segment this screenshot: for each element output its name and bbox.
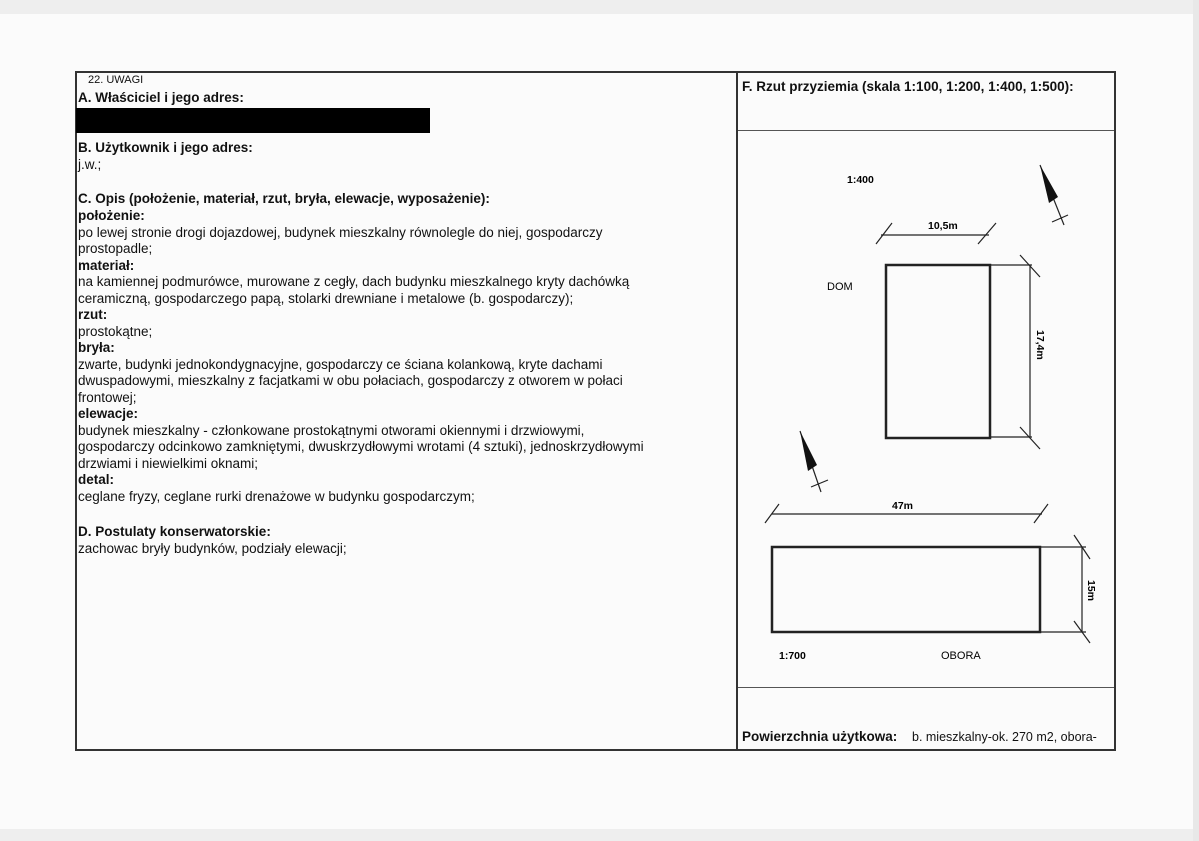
obora-length-dimension [1040, 535, 1090, 643]
c-line: po lewej stronie drogi dojazdowej, budynek mieszkalny równolegle do niej, gospodarczy [78, 224, 603, 240]
dom-length-dimension [990, 255, 1040, 449]
c-label-elewacje: elewacje: [78, 406, 139, 421]
c-line: na kamiennej podmurówce, murowane z cegły, dach budynku mieszkalnego kryty dachówką [78, 274, 630, 289]
c-line: ceramiczną, gospodarczego papą, stolarki drewniane i metalowe (b. gospodarczy); [78, 290, 574, 306]
c-line: prostopadle; [78, 241, 153, 256]
section-c-heading: C. Opis (położenie, materiał, rzut, bryła, elewacje, wyposażenie): [78, 191, 490, 206]
usable-area-value: b. mieszkalny-ok. 270 m2, obora- [912, 730, 1097, 744]
dom-label: DOM [827, 281, 853, 293]
dom-length-label: 17,4m [1034, 330, 1046, 360]
north-arrow-icon [800, 431, 828, 492]
f-footer-divider [738, 687, 1114, 688]
c-line: drzwiami i niewielkimi oknami; [78, 455, 259, 471]
obora-label: OBORA [941, 650, 981, 662]
section-c-body [78, 208, 644, 505]
section-f-heading: F. Rzut przyziemia (skala 1:100, 1:200, 1:400, 1:500): [742, 79, 1074, 94]
c-label-rzut: rzut: [78, 307, 108, 322]
dom-outline [886, 265, 990, 438]
ground-floor-plan [738, 131, 1114, 687]
north-arrow-icon [1040, 165, 1068, 225]
section-d-heading: D. Postulaty konserwatorskie: [78, 524, 271, 539]
c-line: frontowej; [78, 389, 137, 405]
page-top-edge [0, 0, 1199, 14]
c-line: budynek mieszkalny - członkowane prostokątnymi otworami okiennymi i drzwiowymi, [78, 422, 585, 438]
section-number: 22. UWAGI [88, 74, 144, 86]
dom-scale: 1:400 [847, 174, 874, 186]
obora-scale: 1:700 [779, 650, 806, 662]
c-label-material: materiał: [78, 257, 135, 273]
c-line: gospodarczy odcinkowo zamkniętymi, dwuskrzydłowymi wrotami (4 sztuki), jednoskrzydłowymi [78, 439, 644, 454]
c-label-polozenie: położenie: [78, 208, 145, 223]
obora-length-label: 15m [1085, 580, 1097, 602]
section-b-heading: B. Użytkownik i jego adres: [78, 140, 253, 155]
section-b-value: j.w.; [78, 157, 102, 172]
page-right-edge [1193, 0, 1199, 841]
usable-area-label: Powierzchnia użytkowa: [742, 729, 898, 744]
c-line: ceglane fryzy, ceglane rurki drenażowe w budynku gospodarczym; [78, 488, 475, 504]
redacted-owner-address [76, 108, 430, 133]
section-a-heading: A. Właściciel i jego adres: [78, 90, 244, 105]
c-label-detal: detal: [78, 472, 115, 487]
c-line: prostokątne; [78, 323, 153, 339]
dom-width-label: 10,5m [928, 220, 958, 232]
c-line: dwuspadowymi, mieszkalny z facjatkami w obu połaciach, gospodarczy z otworem w połaci [78, 373, 623, 388]
c-line: zwarte, budynki jednokondygnacyjne, gospodarczy ce ściana kolankową, kryte dachami [78, 356, 603, 372]
obora-width-label: 47m [892, 500, 914, 512]
c-label-bryla: bryła: [78, 340, 115, 355]
section-d-value: zachowac bryły budynków, podziały elewacji; [78, 541, 347, 556]
page-bottom-edge [0, 829, 1199, 841]
obora-outline [772, 547, 1040, 632]
